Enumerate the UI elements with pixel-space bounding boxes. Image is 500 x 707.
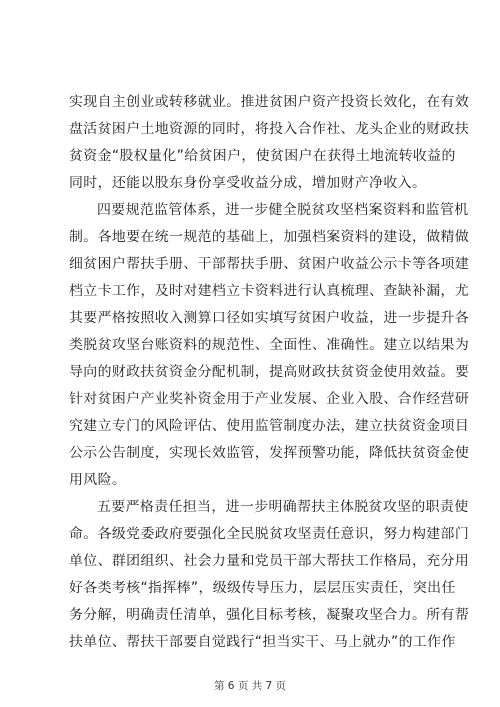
text-line: 四要规范监管体系，进一步健全脱贫攻坚档案资料和监管机 bbox=[97, 202, 469, 218]
text-line: 务分解，明确责任清单，强化目标考核，凝聚攻坚合力。所有帮 bbox=[69, 607, 470, 623]
page-footer: 第 6 页 共 7 页 bbox=[213, 680, 287, 692]
text-line: 贫资金“股权量化”给贫困户，使贫困户在获得土地流转收益的 bbox=[69, 148, 456, 164]
text-line: 究建立专门的风险评估、使用监管制度办法，建立扶贫资金项目 bbox=[69, 418, 470, 434]
text-line: 好各类考核“指挥棒”，级级传导压力，层层压实责任，突出任 bbox=[69, 580, 456, 596]
text-line: 同时，还能以股东身份享受收益分成，增加财产净收入。 bbox=[69, 175, 427, 191]
text-line: 类脱贫攻坚台账资料的规范性、全面性、准确性。建立以结果为 bbox=[69, 337, 470, 353]
text-line: 单位、群团组织、社会力量和党员干部大帮扶工作格局，充分用 bbox=[69, 553, 470, 569]
text-line: 其要严格按照收入测算口径如实填写贫困户收益，进一步提升各 bbox=[69, 310, 470, 326]
text-line: 档立卡工作，及时对建档立卡资料进行认真梳理、查缺补漏，尤 bbox=[69, 283, 470, 299]
text-line: 细贫困户帮扶手册、干部帮扶手册、贫困户收益公示卡等各项建 bbox=[69, 256, 470, 272]
text-line: 针对贫困户产业奖补资金用于产业发展、企业入股、合作经营研 bbox=[69, 391, 470, 407]
text-line: 盘活贫困户土地资源的同时，将投入合作社、龙头企业的财政扶 bbox=[69, 121, 470, 137]
text-line: 实现自主创业或转移就业。推进贫困户资产投资长效化，在有效 bbox=[69, 94, 470, 110]
text-line: 命。各级党委政府要强化全民脱贫攻坚责任意识，努力构建部门 bbox=[69, 526, 470, 542]
text-line: 制。各地要在统一规范的基础上，加强档案资料的建设，做精做 bbox=[69, 229, 470, 245]
text-line: 五要严格责任担当，进一步明确帮扶主体脱贫攻坚的职责使 bbox=[97, 499, 469, 515]
text-line: 扶单位、帮扶干部要自觉践行“担当实干、马上就办”的工作作 bbox=[69, 634, 456, 650]
text-line: 用风险。 bbox=[69, 472, 127, 488]
text-line: 导向的财政扶贫资金分配机制，提高财政扶贫资金使用效益。要 bbox=[69, 364, 470, 380]
text-line: 公示公告制度，实现长效监管，发挥预警功能，降低扶贫资金使 bbox=[69, 445, 470, 461]
